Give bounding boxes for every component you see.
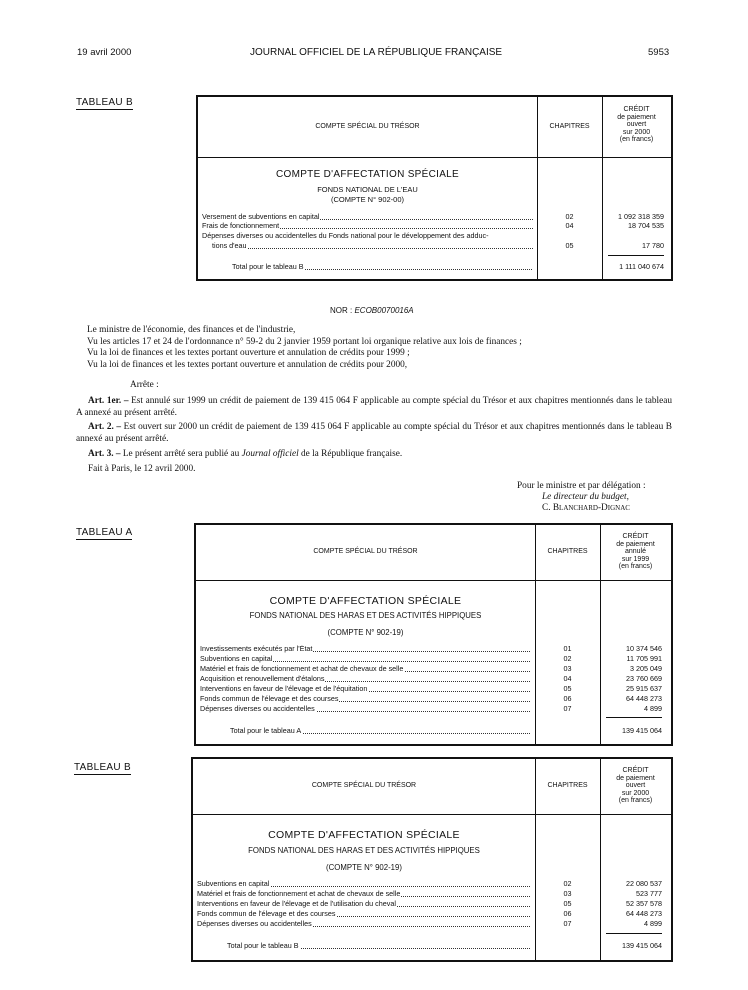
- table3: COMPTE SPÉCIAL DU TRÉSOR CHAPITRES CRÉDIT de paiement ouvert sur 2000 (en francs) COMPTE D'AFFECTATION SPÉCIALE FONDS NATIONAL DES HARAS ET DES ACTIVITÉS HIPPIQUES (COMPTE N° 902-19) Subventions en capital 02 22 080 537 Matériel et frais de fonctionnement et achat de chevaux de selle 03 523 777 Interventions en faveur de l'élevage et de l'utilisation du cheval 05 52 357 578 Fonds commun de l'élevage et des courses 06 64 448 273 Dépenses diverses ou accidentelles 07 4 899 Total pour le tableau B 139 415 064: [191, 757, 673, 962]
- table1-label: TABLEAU B: [76, 97, 133, 108]
- table2-section-title: COMPTE D'AFFECTATION SPÉCIALE: [269, 595, 462, 607]
- table2-section-sub: FONDS NATIONAL DES HARAS ET DES ACTIVITÉS HIPPIQUES: [249, 611, 482, 620]
- table3-section-title: COMPTE D'AFFECTATION SPÉCIALE: [268, 829, 460, 841]
- table1-col-credit: CRÉDIT de paiement ouvert sur 2000 (en francs): [617, 106, 656, 143]
- table1: COMPTE SPÉCIAL DU TRÉSOR CHAPITRES CRÉDIT de paiement ouvert sur 2000 (en francs) COMPTE D'AFFECTATION SPÉCIALE FONDS NATIONAL DE L'EAU (COMPTE N° 902-00) Versement de subventions en capital 02 1 092 318 359 Frais de fonctionnement 04 18 704 535 Dépenses diverses ou accidentelles du Fonds national pour le développement des adduc- tions d'eau 05 17 780 Total pour le tableau B 1 111 040 674: [196, 95, 673, 281]
- header-date: 19 avril 2000: [77, 47, 132, 58]
- header-journal-title: JOURNAL OFFICIEL DE LA RÉPUBLIQUE FRANÇAISE: [250, 47, 503, 58]
- table2: COMPTE SPÉCIAL DU TRÉSOR CHAPITRES CRÉDIT de paiement annulé sur 1999 (en francs) COMPTE D'AFFECTATION SPÉCIALE FONDS NATIONAL DES HARAS ET DES ACTIVITÉS HIPPIQUES (COMPTE N° 902-19) Investissements exécutés par l'État 01 10 374 546 Subventions en capital 02 11 705 991 Matériel et frais de fonctionnement et achat de chevaux de selle 03 3 205 049 Acquisition et renouvellement d'étalons 04 23 760 669 Interventions en faveur de l'élevage et de l'équitation 05 25 915 637 Fonds commun de l'élevage et des courses 06 64 448 273 Dépenses diverses ou accidentelles 07 4 899 Total pour le tableau A 139 415 064: [194, 523, 673, 746]
- fait-a-paris: Fait à Paris, le 12 avril 2000.: [88, 464, 196, 474]
- table2-col-chapitres: CHAPITRES: [547, 548, 588, 555]
- table1-col-chapitres: CHAPITRES: [549, 123, 590, 130]
- table3-label: TABLEAU B: [74, 762, 131, 773]
- signature-line-2: Le directeur du budget,: [542, 492, 629, 502]
- table3-col-credit: CRÉDIT de paiement ouvert sur 2000 (en francs): [616, 767, 655, 804]
- arrete-heading: Arrête :: [130, 380, 159, 390]
- table2-col-credit: CRÉDIT de paiement annulé sur 1999 (en francs): [616, 533, 655, 570]
- article-3: Art. 3. – Le présent arrêté sera publié au Journal officiel de la République française.: [88, 449, 403, 459]
- table3-section-sub: FONDS NATIONAL DES HARAS ET DES ACTIVITÉS HIPPIQUES: [248, 846, 480, 855]
- table3-col-compte: COMPTE SPÉCIAL DU TRÉSOR: [311, 782, 417, 789]
- signature-line-1: Pour le ministre et par délégation :: [517, 481, 646, 491]
- table1-section-compte: (COMPTE N° 902-00): [330, 195, 404, 204]
- table2-label: TABLEAU A: [76, 527, 133, 538]
- table1-section-title: COMPTE D'AFFECTATION SPÉCIALE: [275, 169, 460, 180]
- intro-paragraph: Le ministre de l'économie, des finances et de l'industrie, Vu les articles 17 et 24 de l'ordonnance n° 59-2 du 2 janvier 1959 portant loi organique relative aux lois de finances ; Vu la loi de finances et les textes portant ouverture et annulation de crédits pour 1999 ; Vu la loi de finances et les textes portant ouverture et annulation de crédits pour 2000,: [87, 325, 522, 370]
- article-1: Art. 1er. – Est annulé sur 1999 un crédit de paiement de 139 415 064 F applicable au compte spécial du Trésor et aux chapitres mentionnés dans le tableau A annexé au présent arrêté.: [76, 396, 673, 418]
- table2-col-compte: COMPTE SPÉCIAL DU TRÉSOR: [313, 548, 418, 555]
- table1-section-sub: FONDS NATIONAL DE L'EAU: [317, 185, 418, 194]
- table3-section-compte: (COMPTE N° 902-19): [326, 863, 402, 872]
- signature-line-3: C. Blanchard-Dignac: [542, 503, 630, 513]
- header-page-number: 5953: [648, 47, 670, 58]
- nor-reference: NOR : ECOB0070016A: [330, 306, 414, 315]
- article-2: Art. 2. – Est ouvert sur 2000 un crédit de paiement de 139 415 064 F applicable au compte spécial du Trésor et aux chapitres mentionnés dans le tableau B annexé au présent arrêté.: [76, 422, 673, 444]
- table1-col-compte: COMPTE SPÉCIAL DU TRÉSOR: [315, 123, 420, 130]
- table2-section-compte: (COMPTE N° 902-19): [327, 628, 404, 637]
- table3-col-chapitres: CHAPITRES: [547, 782, 588, 789]
